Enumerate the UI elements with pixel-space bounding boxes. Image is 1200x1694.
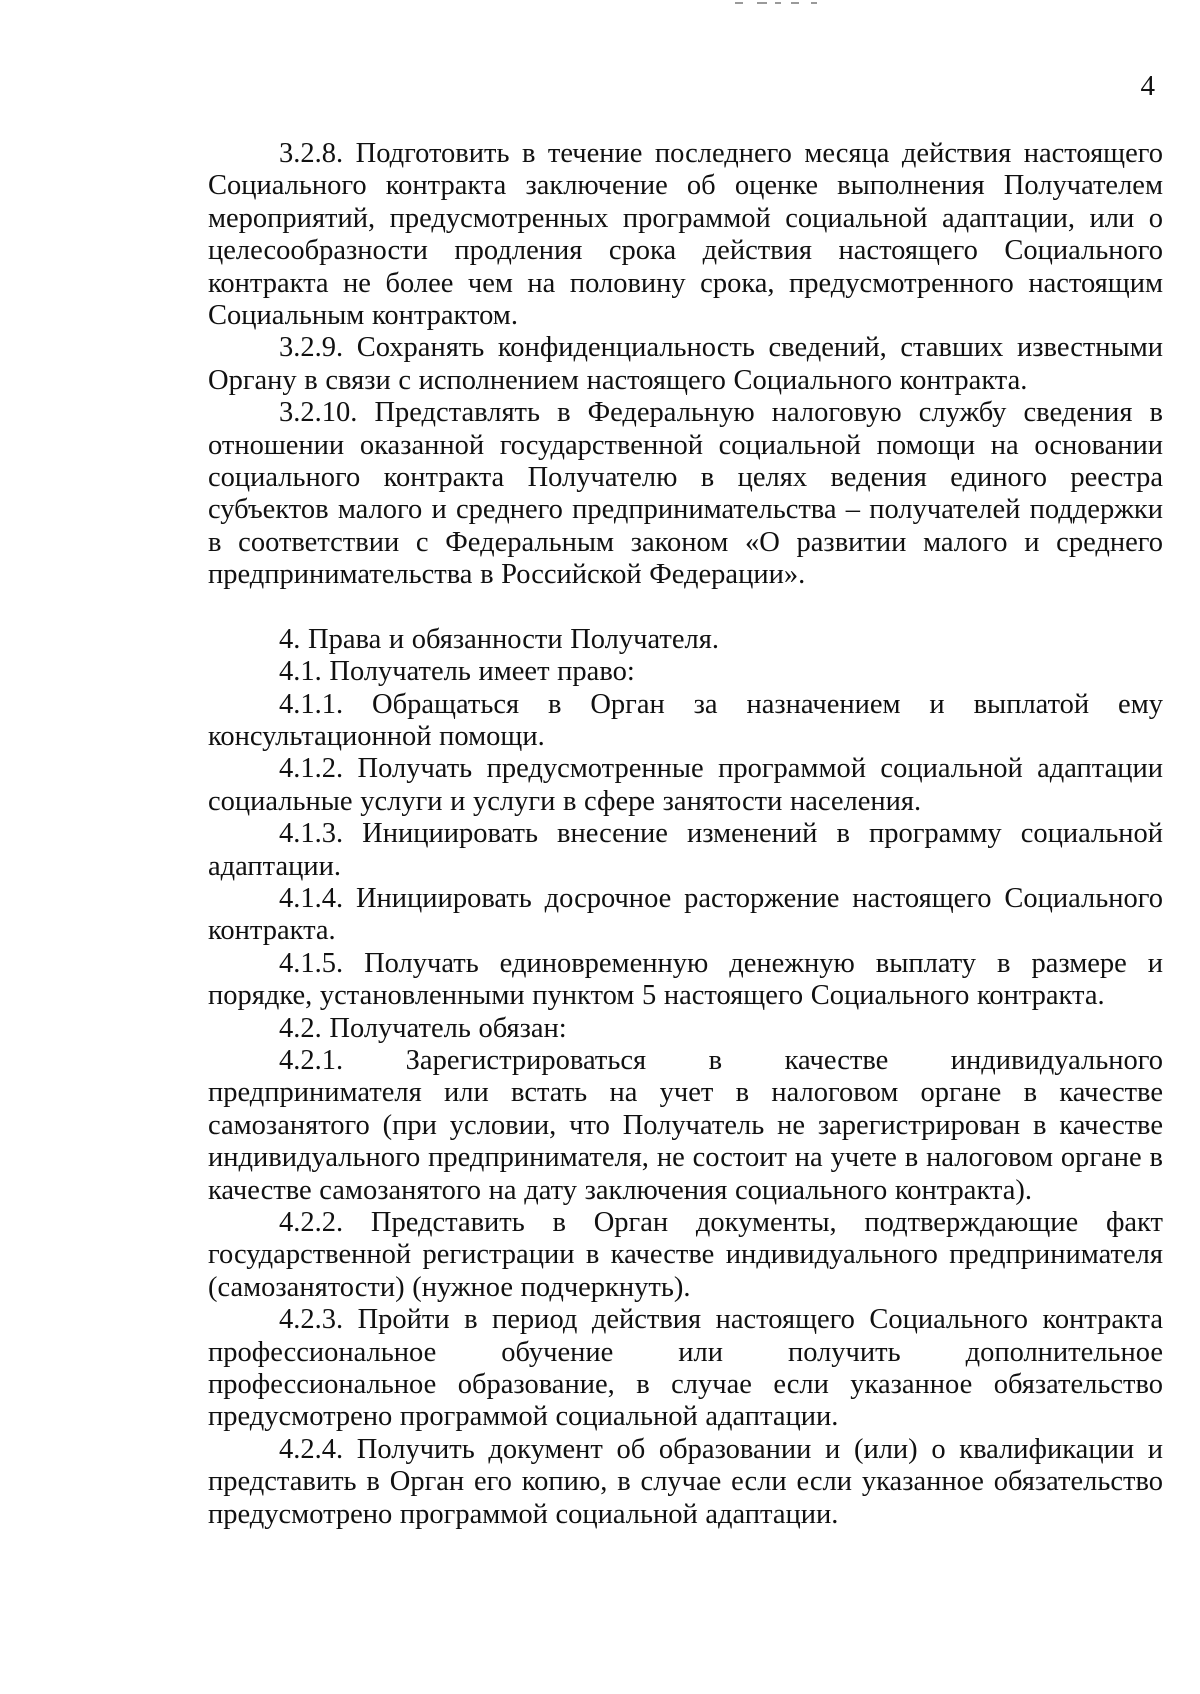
document-body [208,138,1163,1531]
clause-4-1-1: 4.1.1. Обращаться в Орган за назначением и выплатой ему консультационной помощи. [208,688,1163,752]
clause-3-2-8: 3.2.8. Подготовить в течение последнего месяца действия настоящего Социального контракта заключение об оценке выполнения Получателем мероприятий, предусмотренных программой социальной адаптации, или о целесообразности продления срока действия настоящего Социального контракта не более чем на половину срока, предусмотренного настоящим Социальным контрактом. [208,138,1163,332]
clause-4-1: 4.1. Получатель имеет право: [279,656,635,688]
clause-4-2-4: 4.2.4. Получить документ об образовании и (или) о квалификации и представить в Орган его копию, в случае если если указанное обязательство предусмотрено программой социальной адаптации. [208,1433,1163,1530]
scan-artifact [735,0,825,6]
section-heading-4: 4. Права и обязанности Получателя. [279,623,719,655]
clause-4-1-3: 4.1.3. Инициировать внесение изменений в программу социальной адаптации. [208,818,1163,882]
page-number: 4 [1140,70,1155,102]
clause-4-2: 4.2. Получатель обязан: [279,1012,567,1044]
clause-4-1-2: 4.1.2. Получать предусмотренные программой социальной адаптации социальные услуги и услуги в сфере занятости населения. [208,753,1163,817]
clause-3-2-9: 3.2.9. Сохранять конфиденциальность сведений, ставших известными Органу в связи с исполнением настоящего Социального контракта. [208,332,1163,396]
clause-4-2-3: 4.2.3. Пройти в период действия настоящего Социального контракта профессиональное обучение или получить дополнительное профессиональное образование, в случае если указанное обязательство предусмотрено программой социальной адаптации. [208,1304,1163,1433]
clause-4-2-1: 4.2.1. Зарегистрироваться в качестве индивидуального предпринимателя или встать на учет в налоговом органе в качестве самозанятого (при условии, что Получатель не зарегистрирован в качестве индивидуального предпринимателя, не состоит на учете в налоговом органе в качестве самозанятого на дату заключения социального контракта). [208,1044,1163,1206]
clause-4-1-5: 4.1.5. Получать единовременную денежную выплату в размере и порядке, установленными пунктом 5 настоящего Социального контракта. [208,947,1163,1012]
clause-4-1-4: 4.1.4. Инициировать досрочное расторжение настоящего Социального контракта. [208,882,1163,947]
clause-4-2-2: 4.2.2. Представить в Орган документы, подтверждающие факт государственной регистрации в качестве индивидуального предпринимателя (самозанятости) (нужное подчеркнуть). [208,1207,1163,1303]
clause-3-2-10: 3.2.10. Представлять в Федеральную налоговую службу сведения в отношении оказанной государственной социальной помощи на основании социального контракта Получателю в целях ведения единого реестра субъектов малого и среднего предпринимательства – получателей поддержки в соответствии с Федеральным законом «О развитии малого и среднего предпринимательства в Российской Федерации». [208,397,1163,591]
